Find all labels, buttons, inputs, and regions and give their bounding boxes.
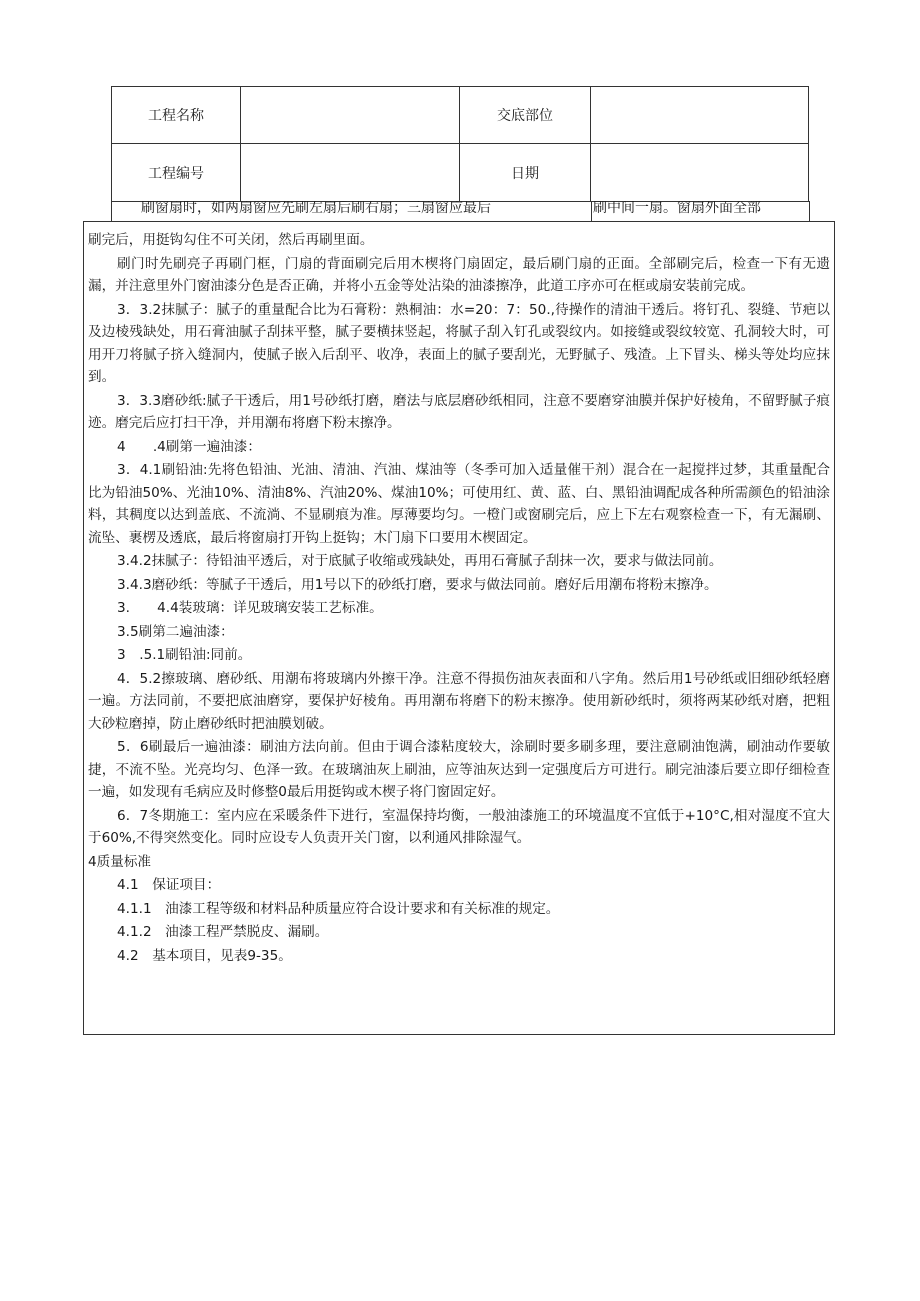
cut-off-text-strip (111, 201, 810, 221)
paragraph: 3. 4.4装玻璃：详见玻璃安装工艺标准。 (117, 600, 383, 616)
paragraph: 5．6刷最后一遍油漆：刷油方法向前。但由于调合漆粘度较大，涂刷时要多刷多理，要注意刷油饱满，刷油动作要敏捷，不流不坠。光亮均匀、色泽一致。在玻璃油灰上刷油，应等油灰达到一定强度后方可进行。刷完油漆后要立即仔细检查一遍，如发现有毛病应及时修整0最后用挺钩或木楔子将门窗固定好。 (88, 739, 830, 800)
paragraph: 3．3.2抹腻子：腻子的重量配合比为石膏粉：熟桐油：水=20：7：50.,待操作的清油干透后。将钉孔、裂缝、节疤以及边棱残缺处，用石膏油腻子刮抹平整，腻子要横抹竖起，将腻子刮入钉孔或裂纹内。如接缝或裂纹较宽、孔洞较大时，可用开刀将腻子挤入缝洞内，使腻子嵌入后刮平、收净，表面上的腻子要刮光，无野腻子、残渣。上下冒头、梯头等处均应抹到。 (88, 301, 830, 385)
paragraph: 刷完后，用挺钩勾住不可关闭，然后再刷里面。 (88, 232, 374, 248)
paragraph: 4 .4刷第一遍油漆： (117, 438, 261, 455)
project-number-label: 工程编号 (112, 144, 241, 202)
strip-divider (591, 201, 592, 221)
paragraph: 4.1.2 油漆工程严禁脱皮、漏刷。 (117, 924, 329, 940)
paragraph: 6．7冬期施工：室内应在采暖条件下进行，室温保持均衡，一般油漆施工的环境温度不宜低于+10°C,相对湿度不宜大于60%,不得突然变化。同时应设专人负责开关门窗，以利通风排除湿气。 (88, 807, 830, 846)
paragraph: 4.1.1 油漆工程等级和材料品种质量应符合设计要求和有关标准的规定。 (117, 900, 560, 917)
paragraph: 3.4.2抹腻子：待铅油平透后，对于底腻子收缩或残缺处，再用石膏腻子刮抹一次，要求与做法同前。 (117, 553, 723, 569)
date-value (591, 144, 809, 202)
header-table (111, 86, 809, 202)
project-number-value (241, 144, 460, 202)
paragraph: 3.4.3磨砂纸：等腻子干透后，用1号以下的砂纸打磨，要求与做法同前。磨好后用潮布将粉末擦净。 (117, 576, 718, 593)
paragraph: 4.1 保证项目： (117, 877, 221, 893)
paragraph: 3 .5.1刷铅油:同前。 (117, 647, 252, 663)
date-label: 日期 (460, 144, 591, 202)
strip-right-text: 刷中间一扇。窗扇外面全部 (593, 201, 761, 216)
paragraph: 3．3.3磨砂纸:腻子干透后，用1号砂纸打磨，磨法与底层磨砂纸相同，注意不要磨穿油膜并保护好棱角，不留野腻子痕迹。磨完后应打扫干净，并用潮布将磨下粉末擦净。 (88, 392, 830, 431)
paragraph: 4.2 基本项目，见表9-35。 (117, 947, 292, 964)
paragraph: 3．4.1刷铅油:先将色铅油、光油、清油、汽油、煤油等（冬季可加入适量催干剂）混合在一起搅拌过梦，其重量配合比为铅油50%、光油10%、清油8%、汽油20%、煤油10%；可使用红、黄、蓝、白、黑铅油调配成各种所需颜色的铅油涂料，其稠度以达到盖底、不流淌、不显刷痕为准。厚薄要均匀。一橙门或窗刷完后，应上下左右观察检查一下，有无漏刷、流坠、裹楞及透底，最后将窗扇打开钩上挺钩；木门扇下口要用木楔固定。 (88, 462, 830, 546)
handover-part-value (591, 87, 809, 144)
handover-part-label: 交底部位 (460, 87, 591, 144)
paragraph: 刷门时先刷亮子再刷门框，门扇的背面刷完后用木楔将门扇固定，最后刷门扇的正面。全部刷完后，检查一下有无遗漏，并注意里外门窗油漆分色是否正确，并将小五金等处沾染的油漆擦净，此道工序亦可在框或扇安装前完成。 (88, 255, 830, 294)
strip-left-text: 刷窗扇时，如两扇窗应先刷左扇后刷右扇；三扇窗应最后 (141, 201, 491, 216)
header-row-2 (112, 144, 809, 202)
project-name-label: 工程名称 (112, 87, 241, 144)
project-name-value (241, 87, 460, 144)
paragraph: 4质量标准 (88, 853, 152, 870)
header-row-1 (112, 87, 809, 144)
content-box (83, 221, 835, 1035)
paragraph: 3.5刷第二遍油漆： (117, 623, 234, 640)
paragraph: 4．5.2擦玻璃、磨砂纸、用潮布将玻璃内外擦干净。注意不得损伤油灰表面和八字角。然后用1号砂纸或旧细砂纸轻磨一遍。方法同前，不要把底油磨穿，要保护好棱角。再用潮布将磨下的粉末擦净。使用新砂纸时，须将两某砂纸对磨，把粗大砂粒磨掉，防止磨砂纸时把油膜划破。 (88, 670, 830, 732)
